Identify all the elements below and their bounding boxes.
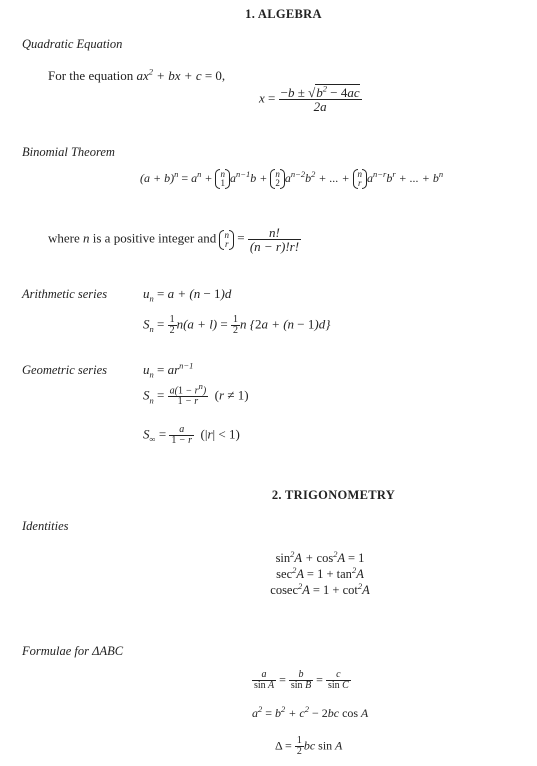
binomial-where-text: where (48, 230, 80, 246)
geometric-sum-infinity: $S_\infty$ = $\frac{a}{1 - r}$ (|r| < 1) (143, 424, 240, 446)
binomial-where-rest: is a positive integer and (92, 230, 217, 246)
binomial-where-line: where n is a positive integer and n r = $\frac{n!}{(n - r)!r!}$ (48, 225, 300, 254)
quadratic-equation-label: Quadratic Equation (22, 37, 123, 51)
formulae-triangle-label: Formulae for ΔABC (22, 644, 124, 658)
triangle-area: Δ = $\frac{1}{2}$ bc sin A (275, 735, 343, 757)
binomial-coefficient-formula: n r = $\frac{n!}{(n - r)!r!}$ (219, 230, 301, 245)
quadratic-intro-text: For the equation (48, 68, 134, 83)
geometric-sum: $S_n$ = $\frac{a(1 - r^n)}{1 - r}$ (r ≠ 1) (143, 381, 249, 408)
cosine-rule: $a^2 = b^2 + c^2 - 2bc$ cos A (252, 704, 369, 720)
quadratic-fraction: $\frac{-b \pm √b^2 - 4ac}{2a}$ (280, 83, 360, 114)
arithmetic-series-label: Arithmetic series (22, 287, 108, 301)
arithmetic-sum: $S_n$ = $\frac{1}{2}$ n(a + l) = $\frac{1}{2}$ n {2a + (n − 1)d} (143, 314, 331, 336)
identities-label: Identities (22, 519, 69, 533)
identity-sin-cos: $\sin^2A + \cos^2A = 1$ (275, 548, 365, 565)
geometric-series-label: Geometric series (22, 363, 108, 377)
arithmetic-nth-term: $u_n = a + (n - 1)d$ (143, 286, 232, 304)
algebra-title: 1. ALGEBRA (245, 7, 322, 21)
binomial-theorem-label: Binomial Theorem (22, 145, 115, 159)
identity-sec-tan: $\sec^2A = 1 + \tan^2A$ (276, 564, 364, 581)
geometric-nth-term: $u_n = ar^{n-1}$ (143, 360, 194, 380)
sine-rule: $\frac{a}{\text{sin A}}$ = $\frac{b}{\text{sin B}}$ = $\frac{c}{\text{sin C}}$ (254, 669, 349, 691)
binomial-expansion: $(a + b)^n = a^n$ + n 1 $a^{n-1}b$ + n 2 $a^{n-2}b^2$ + ... + n r $a^{n-r}b^r$ + ... + $b^n$ (140, 168, 444, 188)
identity-cosec-cot: $cosec^2A = 1 + \cot^2A$ (270, 580, 370, 597)
quadratic-formula: x = $\frac{-b \pm √b^2 - 4ac}{2a}$ (259, 83, 360, 114)
identities-block (230, 550, 410, 598)
quadratic-intro (48, 68, 225, 84)
trigonometry-title: 2. TRIGONOMETRY (271, 488, 396, 502)
quadratic-equation-formula: $ax^2$ + bx + c = 0, (136, 66, 226, 83)
